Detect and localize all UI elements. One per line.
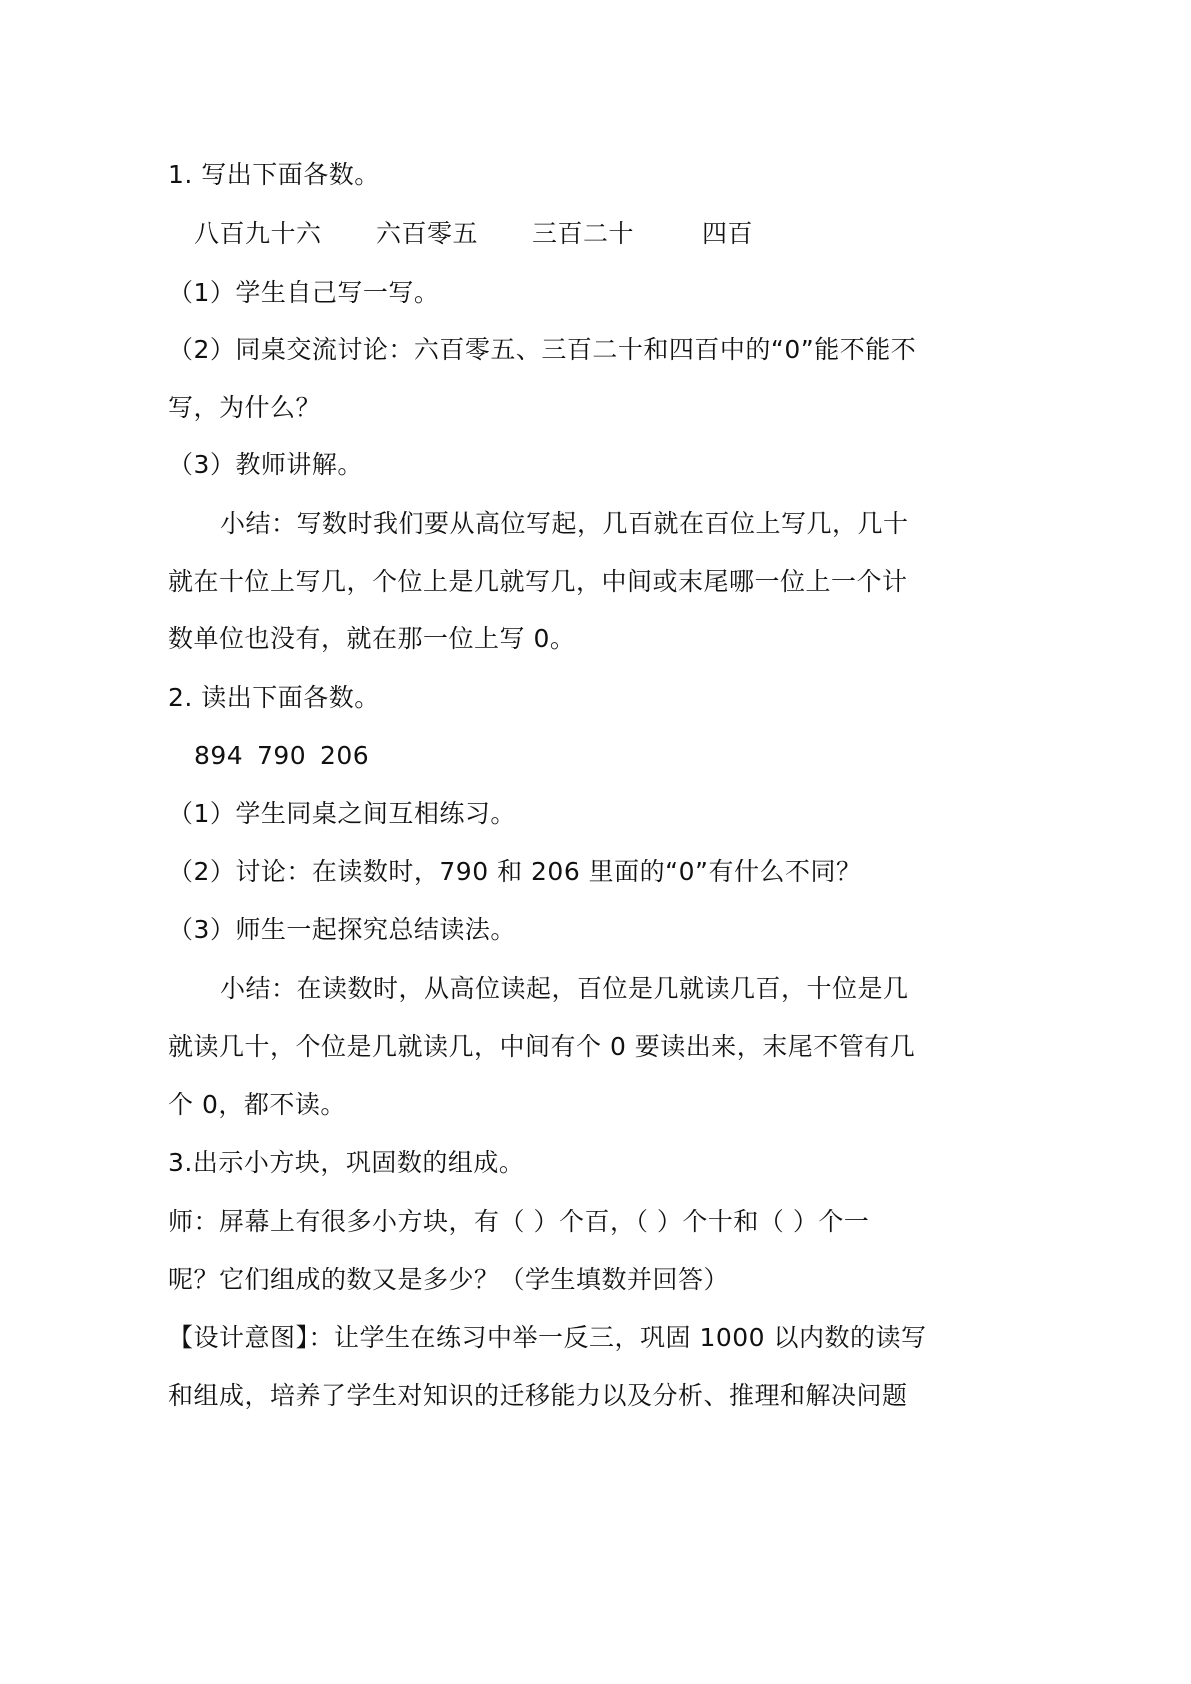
number-word: 四百 [702, 219, 754, 248]
number-item: 206 [320, 741, 370, 770]
section1-step1: （1）学生自己写一写。 [168, 278, 440, 307]
section2-summary-line2: 就读几十，个位是几就读几，中间有个 0 要读出来，末尾不管有几 [168, 1032, 916, 1061]
section2-heading: 2. 读出下面各数。 [168, 683, 380, 712]
section2-step2: （2）讨论：在读数时，790 和 206 里面的“0”有什么不同？ [168, 857, 862, 886]
section2-step3: （3）师生一起探究总结读法。 [168, 915, 516, 944]
section1-summary-line1: 小结：写数时我们要从高位写起，几百就在百位上写几，几十 [220, 509, 909, 538]
number-item: 790 [257, 741, 307, 770]
section2-step1: （1）学生同桌之间互相练习。 [168, 799, 516, 828]
section3-teacher-line1: 师：屏幕上有很多小方块，有（ ）个百，（ ）个十和（ ）个一 [168, 1207, 870, 1236]
section1-step2-line2: 写，为什么？ [168, 393, 322, 422]
section1-heading: 1. 写出下面各数。 [168, 160, 380, 189]
section2-numbers [194, 739, 369, 773]
number-word: 三百二十 [532, 219, 635, 248]
section1-summary-line2: 就在十位上写几，个位上是几就写几，中间或末尾哪一位上一个计 [168, 567, 908, 596]
section2-summary-line3: 个 0，都不读。 [168, 1090, 346, 1119]
section1-summary-line3: 数单位也没有，就在那一位上写 0。 [168, 624, 576, 653]
number-item: 894 [194, 741, 244, 770]
section2-summary-line1: 小结：在读数时，从高位读起，百位是几就读几百，十位是几 [220, 974, 909, 1003]
design-intent-line1: 【设计意图】：让学生在练习中举一反三，巩固 1000 以内数的读写 [168, 1323, 927, 1352]
design-intent-line2: 和组成，培养了学生对知识的迁移能力以及分析、推理和解决问题 [168, 1381, 908, 1410]
section3-heading: 3.出示小方块，巩固数的组成。 [168, 1148, 525, 1177]
number-word: 六百零五 [376, 219, 479, 248]
section1-step3: （3）教师讲解。 [168, 450, 363, 479]
number-word: 八百九十六 [194, 219, 322, 248]
section1-number-words [194, 217, 753, 251]
section3-teacher-line2: 呢？它们组成的数又是多少？（学生填数并回答） [168, 1265, 730, 1294]
section1-step2-line1: （2）同桌交流讨论：六百零五、三百二十和四百中的“0”能不能不 [168, 335, 917, 364]
